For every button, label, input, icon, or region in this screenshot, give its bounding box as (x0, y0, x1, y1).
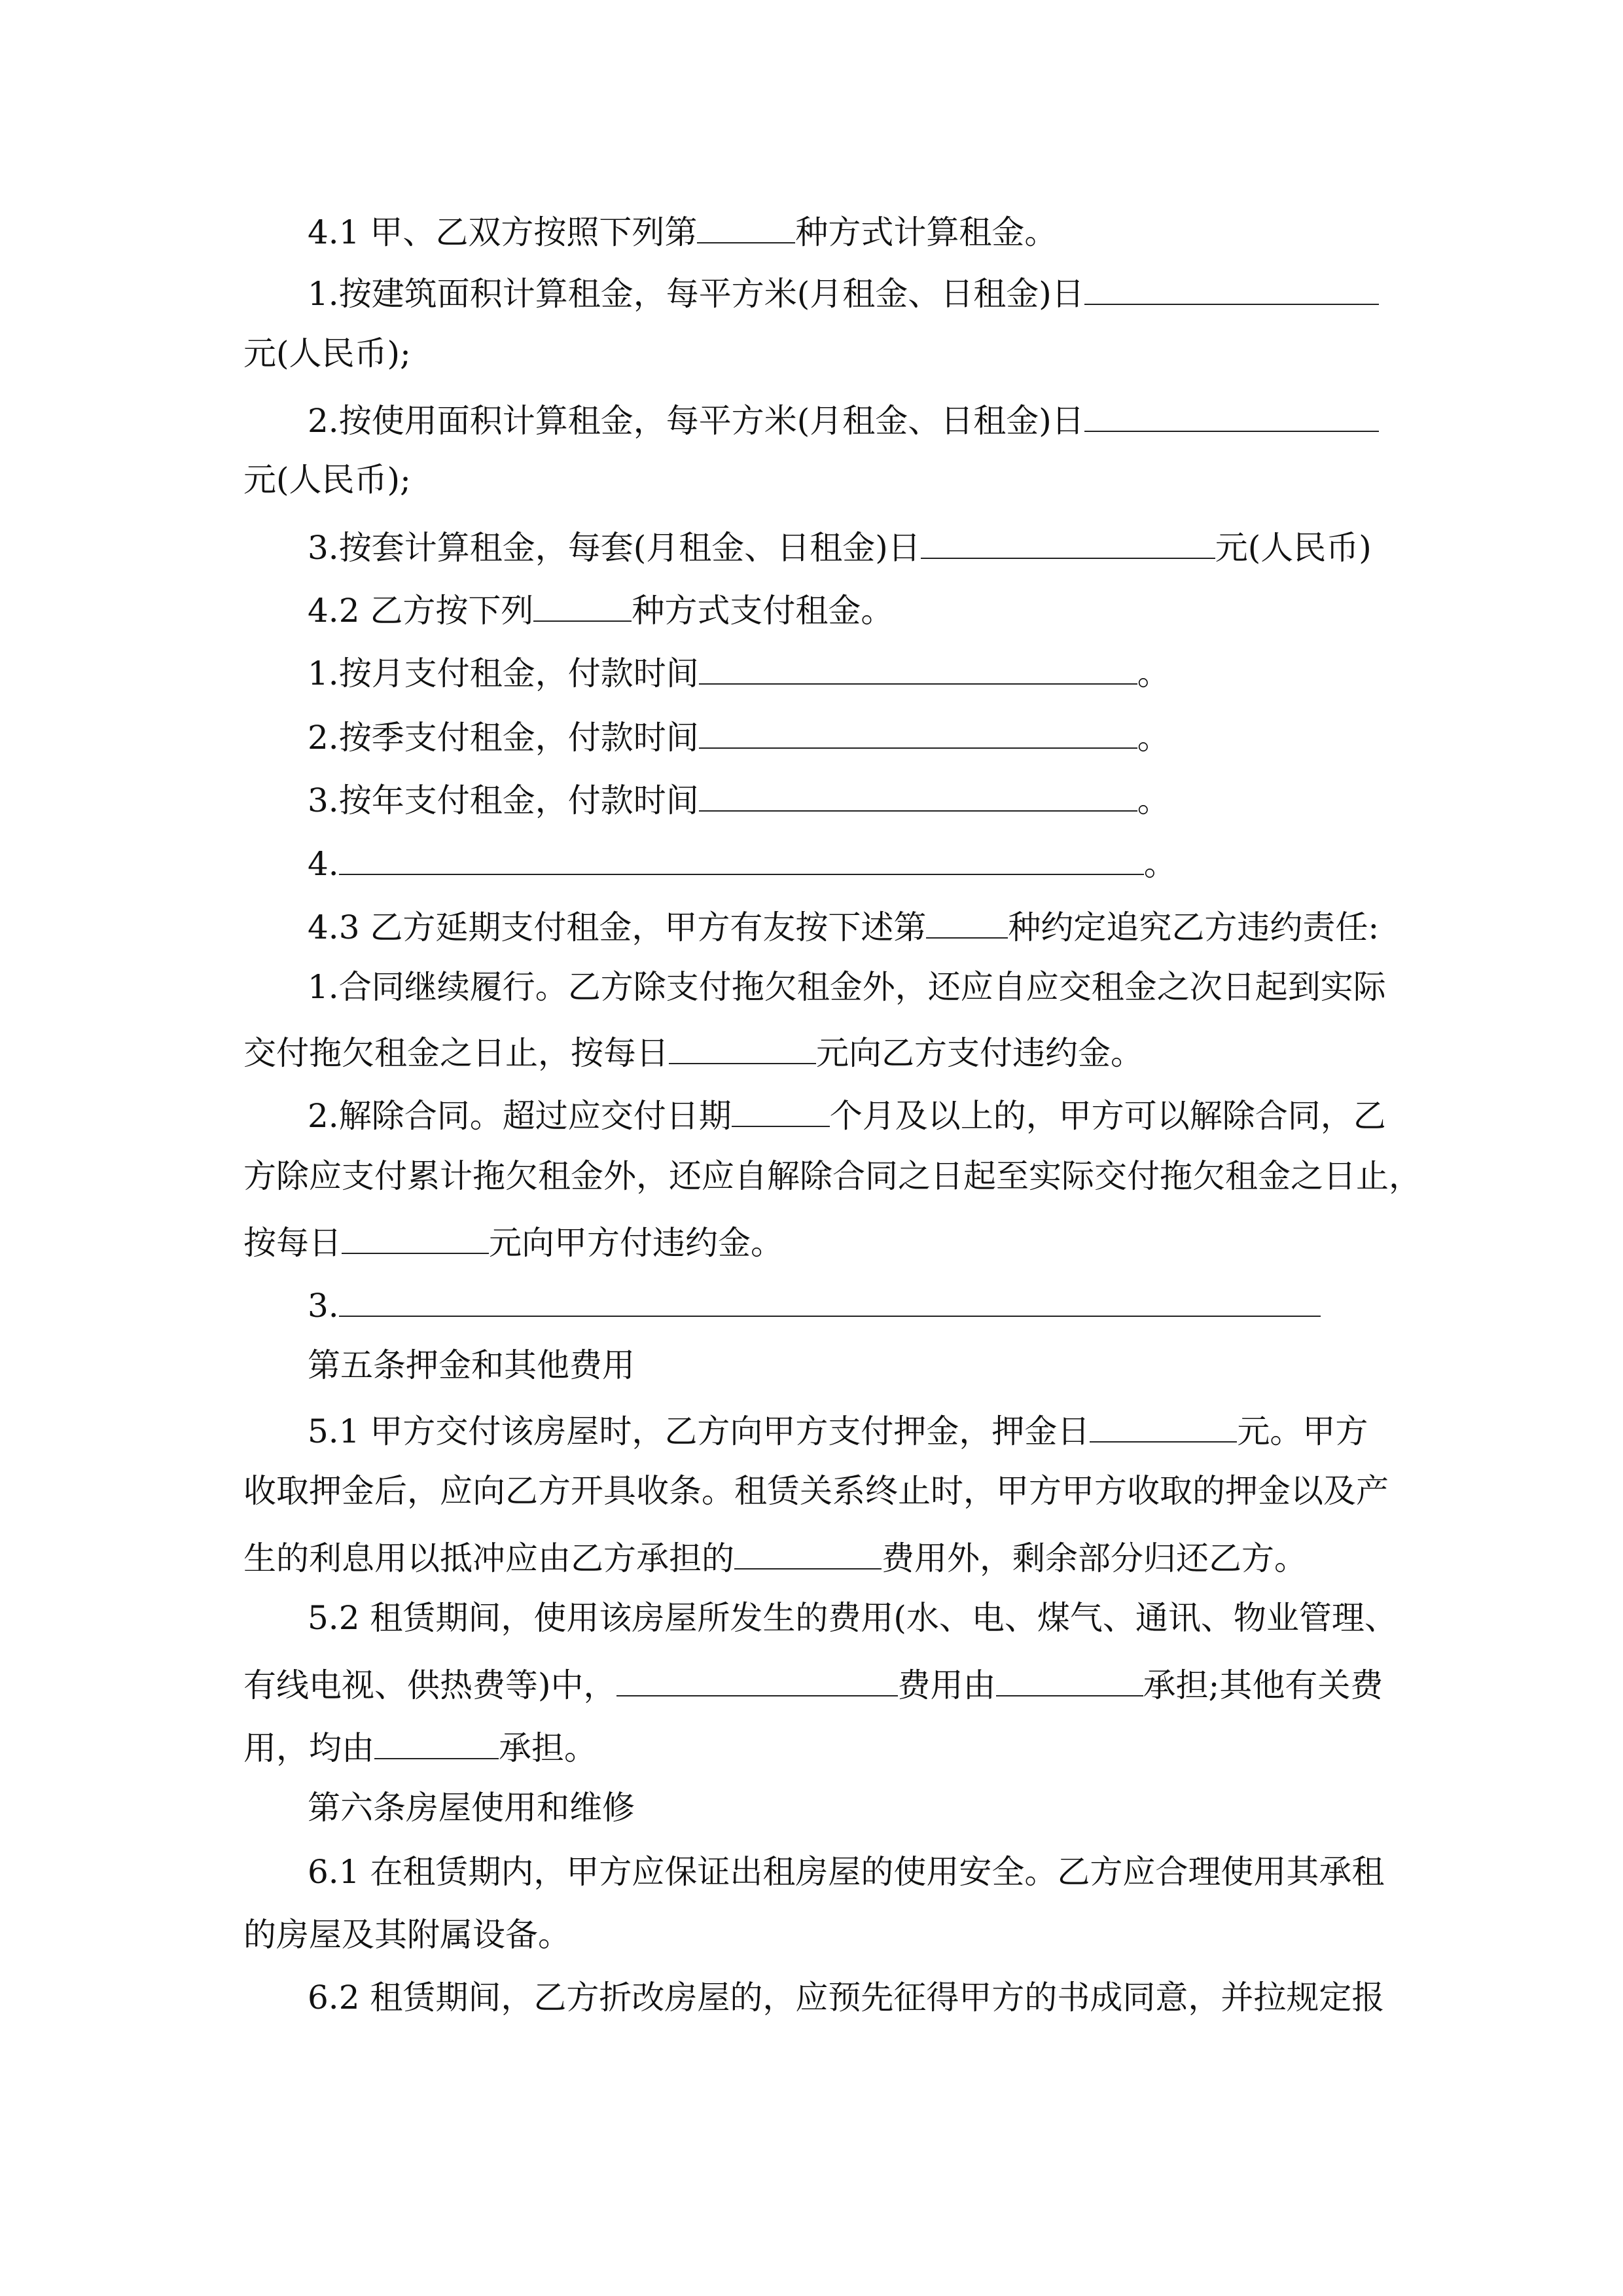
blank-field (699, 715, 1137, 749)
text-segment: 种方式支付租金。 (632, 592, 894, 630)
text-line (308, 209, 1427, 249)
text-segment: 4.3 乙方延期支付租金，甲方有友按下述第 (308, 908, 927, 946)
text-segment: 2.按使用面积计算租金，每平方米(月租金、日租金)日 (308, 402, 1084, 440)
text-segment: 种约定追究乙方违约责任: (1008, 908, 1380, 946)
text-segment: 元向甲方付违约金。 (489, 1224, 783, 1262)
text-segment: 。 (1137, 781, 1170, 819)
text-line (308, 525, 1427, 567)
text-segment: 1.合同继续履行。乙方除支付拖欠租金外，还应自应交租金之次日起到实际 (308, 968, 1386, 1006)
blank-field (374, 1725, 499, 1759)
text-segment: 承担;其他有关费 (1143, 1666, 1383, 1704)
text-line (308, 398, 1427, 440)
text-line (243, 1915, 1427, 1954)
text-segment: 。 (1143, 845, 1177, 883)
text-segment: 费用由 (897, 1666, 996, 1704)
text-line (308, 1283, 1427, 1325)
text-segment: 元。甲方 (1237, 1412, 1368, 1450)
blank-field (533, 588, 632, 622)
text-segment: 交付拖欠租金之日止，按每日 (243, 1034, 669, 1072)
text-line (308, 1346, 1427, 1385)
text-segment: 收取押金后，应向乙方开具收条。租赁关系终止时，甲方甲方收取的押金以及产 (243, 1472, 1389, 1510)
blank-field (342, 1220, 489, 1254)
text-segment: 2.解除合同。超过应交付日期 (308, 1097, 732, 1135)
text-segment: 个月及以上的，甲方可以解除合同，乙 (829, 1097, 1386, 1135)
blank-field (339, 1283, 1321, 1317)
text-segment: 元(人民币); (243, 334, 411, 372)
text-line (308, 841, 1427, 883)
blank-field (732, 1093, 830, 1127)
text-segment: 承担。 (499, 1729, 597, 1767)
text-segment: 4.1 甲、乙双方按照下列第 (308, 213, 698, 251)
text-line (308, 1408, 1427, 1448)
text-line (243, 1471, 1427, 1511)
text-segment: 4.2 乙方按下列 (308, 592, 534, 630)
text-line (308, 1598, 1427, 1638)
blank-field (1084, 398, 1379, 432)
text-line (308, 1852, 1427, 1892)
text-line (243, 1157, 1427, 1196)
text-segment: 有线电视、供热费等)中， (243, 1666, 616, 1704)
text-segment: 6.2 租赁期间，乙方折改房屋的，应预先征得甲方的书成同意，并拉规定报 (308, 1979, 1385, 2017)
text-line (308, 651, 1427, 690)
text-segment: 用，均由 (243, 1729, 374, 1767)
text-segment: 3.按套计算租金，每套(月租金、日租金)日 (308, 529, 921, 567)
text-segment: 按每日 (243, 1224, 342, 1262)
text-line (243, 334, 1427, 373)
text-line (308, 905, 1427, 944)
text-line (308, 778, 1427, 817)
blank-field (697, 209, 795, 243)
text-segment: 的房屋及其附属设备。 (243, 1916, 571, 1954)
blank-field (734, 1535, 882, 1570)
text-segment: 3.按年支付租金，付款时间 (308, 781, 699, 819)
blank-field (616, 1662, 898, 1696)
blank-field (699, 778, 1137, 812)
text-line (243, 1662, 1427, 1702)
blank-field (926, 905, 1008, 939)
text-segment: 5.2 租赁期间，使用该房屋所发生的费用(水、电、煤气、通讯、物业管理、 (308, 1599, 1397, 1637)
blank-field (669, 1030, 816, 1064)
text-line (243, 1030, 1427, 1072)
text-line (243, 460, 1427, 499)
text-segment: 1.按建筑面积计算租金，每平方米(月租金、日租金)日 (308, 275, 1084, 313)
blank-field (921, 525, 1215, 559)
blank-field (996, 1662, 1143, 1696)
text-line (243, 1725, 1427, 1765)
text-segment: 元(人民币); (243, 461, 411, 499)
text-segment: 2.按季支付租金，付款时间 (308, 719, 699, 757)
text-segment: 3. (308, 1287, 339, 1325)
text-segment: 第五条押金和其他费用 (308, 1346, 635, 1384)
text-segment: 费用外，剩余部分归还乙方。 (882, 1539, 1307, 1577)
text-segment: 第六条房屋使用和维修 (308, 1789, 635, 1827)
blank-field (1084, 271, 1379, 305)
text-line (243, 1220, 1427, 1262)
text-segment: 元(人民币) (1215, 529, 1372, 567)
text-line (308, 967, 1427, 1007)
text-segment: 6.1 在租赁期内，甲方应保证出租房屋的使用安全。乙方应合理使用其承租 (308, 1853, 1385, 1891)
text-segment: 元向乙方支付违约金。 (816, 1034, 1143, 1072)
text-line (308, 1788, 1427, 1827)
blank-field (699, 651, 1137, 685)
text-segment: 方除应支付累计拖欠租金外，还应自解除合同之日起至实际交付拖欠租金之日止， (243, 1157, 1421, 1195)
text-line (308, 1093, 1427, 1135)
text-segment: 1.按月支付租金，付款时间 (308, 655, 699, 692)
text-segment: 生的利息用以抵冲应由乙方承担的 (243, 1539, 734, 1577)
text-line (308, 715, 1427, 757)
text-segment: 5.1 甲方交付该房屋时，乙方向甲方支付押金，押金日 (308, 1412, 1090, 1450)
text-segment: 。 (1137, 719, 1170, 757)
text-segment: 。 (1137, 655, 1170, 692)
text-segment: 4. (308, 845, 339, 883)
text-line (308, 271, 1427, 313)
text-line (308, 588, 1427, 630)
text-segment: 种方式计算租金。 (795, 213, 1058, 251)
text-line (243, 1535, 1427, 1575)
text-line (308, 1978, 1427, 2017)
blank-field (339, 841, 1144, 875)
blank-field (1090, 1408, 1237, 1443)
